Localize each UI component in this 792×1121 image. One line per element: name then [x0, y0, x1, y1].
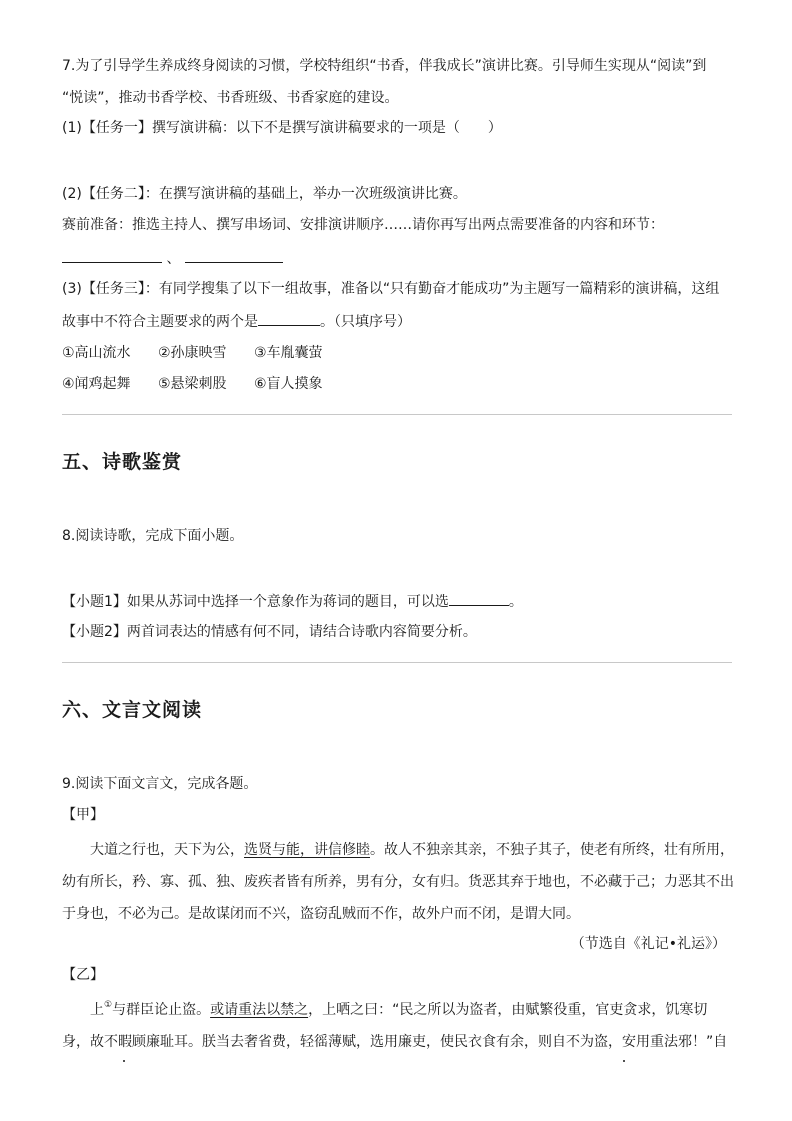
- yi-paragraph-line1: [90, 1000, 707, 1020]
- option-2: ②孙康映雪: [158, 345, 227, 361]
- task3-answer-blank[interactable]: [258, 311, 320, 326]
- section-divider: [62, 414, 732, 415]
- answer-blank-1[interactable]: [62, 248, 162, 263]
- jia-paragraph-line3: 于身也，不必为己。是故谋闭而不兴，盗窃乱贼而不作，故外户而不闭，是谓大同。: [62, 906, 580, 922]
- passage-source: （节选自《礼记•礼运》）: [570, 936, 726, 952]
- task3-text-post: 。（只填序号）: [320, 314, 411, 330]
- section-divider: [62, 662, 732, 663]
- q7-task3-line1: (3)【任务三】：有同学搜集了以下一组故事，准备以“只有勤奋才能成功”为主题写一篇精彩的演讲稿，这组: [62, 281, 720, 297]
- q7-task2: (2)【任务二】：在撰写演讲稿的基础上，举办一次班级演讲比赛。: [62, 186, 467, 202]
- jia-text: 。故人不独亲其亲，不独子其子，使老有所终，壮有所用，: [370, 842, 734, 858]
- q9-prompt: 9.阅读下面文言文，完成各题。: [62, 776, 258, 792]
- q8-subquestion-1: [62, 591, 523, 612]
- option-6: ⑥盲人摸象: [254, 376, 323, 392]
- sub1-text: 【小题1】如果从苏词中选择一个意象作为蒋词的题目，可以选: [62, 594, 449, 610]
- q7-line1: 7.为了引导学生养成终身阅读的习惯，学校特组织“书香，伴我成长”演讲比赛。引导师生实现从“阅读”到: [62, 58, 707, 74]
- emphasis-dot: [123, 1060, 125, 1062]
- options-row-2: [62, 374, 350, 394]
- option-5: ⑤悬梁刺股: [158, 376, 227, 392]
- underlined-phrase: 选贤与能，讲信修睦: [244, 842, 370, 858]
- answer-blank-2[interactable]: [185, 248, 283, 263]
- underlined-phrase: 或请重法以禁之: [210, 1002, 309, 1018]
- section5-title: 五、诗歌鉴赏: [62, 451, 183, 473]
- yi-text: 上: [90, 1002, 104, 1018]
- q7-line2: “悦读”，推动书香学校、书香班级、书香家庭的建设。: [62, 90, 399, 106]
- q8-subquestion-2: 【小题2】两首词表达的情感有何不同，请结合诗歌内容简要分析。: [62, 624, 477, 640]
- q7-answer-blanks: [62, 248, 283, 269]
- q8-prompt: 8.阅读诗歌，完成下面小题。: [62, 528, 244, 544]
- options-row-1: [62, 343, 350, 363]
- jia-paragraph-line2: 幼有所长，矜、寡、孤、独、废疾者皆有所养，男有分，女有归。货恶其弃于地也，不必藏于己；力恶其不出: [62, 874, 734, 890]
- jia-paragraph-line1: [90, 840, 734, 860]
- q7-task1: (1)【任务一】撰写演讲稿：以下不是撰写演讲稿要求的一项是（ ）: [62, 120, 502, 136]
- task3-text-pre: 故事中不符合主题要求的两个是: [62, 314, 258, 330]
- jia-text: 大道之行也，天下为公，: [90, 842, 244, 858]
- q7-prep: 赛前准备：推选主持人、撰写串场词、安排演讲顺序……请你再写出两点需要准备的内容和环节：: [62, 217, 664, 233]
- yi-text: ，上哂之曰：“民之所以为盗者，由赋繁役重，官吏贪求，饥寒切: [308, 1002, 708, 1018]
- passage-jia-label: 【甲】: [62, 807, 104, 823]
- emphasis-dot: [623, 1060, 625, 1062]
- option-3: ③车胤囊萤: [254, 345, 323, 361]
- yi-paragraph-line2: 身，故不暇顾廉耻耳。朕当去奢省费，轻徭薄赋，选用廉吏，使民衣食有余，则自不为盗，安用重法邪！”自: [62, 1034, 728, 1050]
- option-4: ④闻鸡起舞: [62, 376, 131, 392]
- footnote-marker: ①: [104, 1000, 113, 1010]
- q7-task3-line2: [62, 311, 411, 332]
- sub1-answer-blank[interactable]: [449, 591, 509, 606]
- section6-title: 六、文言文阅读: [62, 699, 203, 721]
- blank-separator: 、: [166, 251, 181, 267]
- option-1: ①高山流水: [62, 345, 131, 361]
- yi-text: 与群臣论止盗。: [112, 1002, 211, 1018]
- sub1-period: 。: [508, 594, 523, 610]
- passage-yi-label: 【乙】: [62, 967, 104, 983]
